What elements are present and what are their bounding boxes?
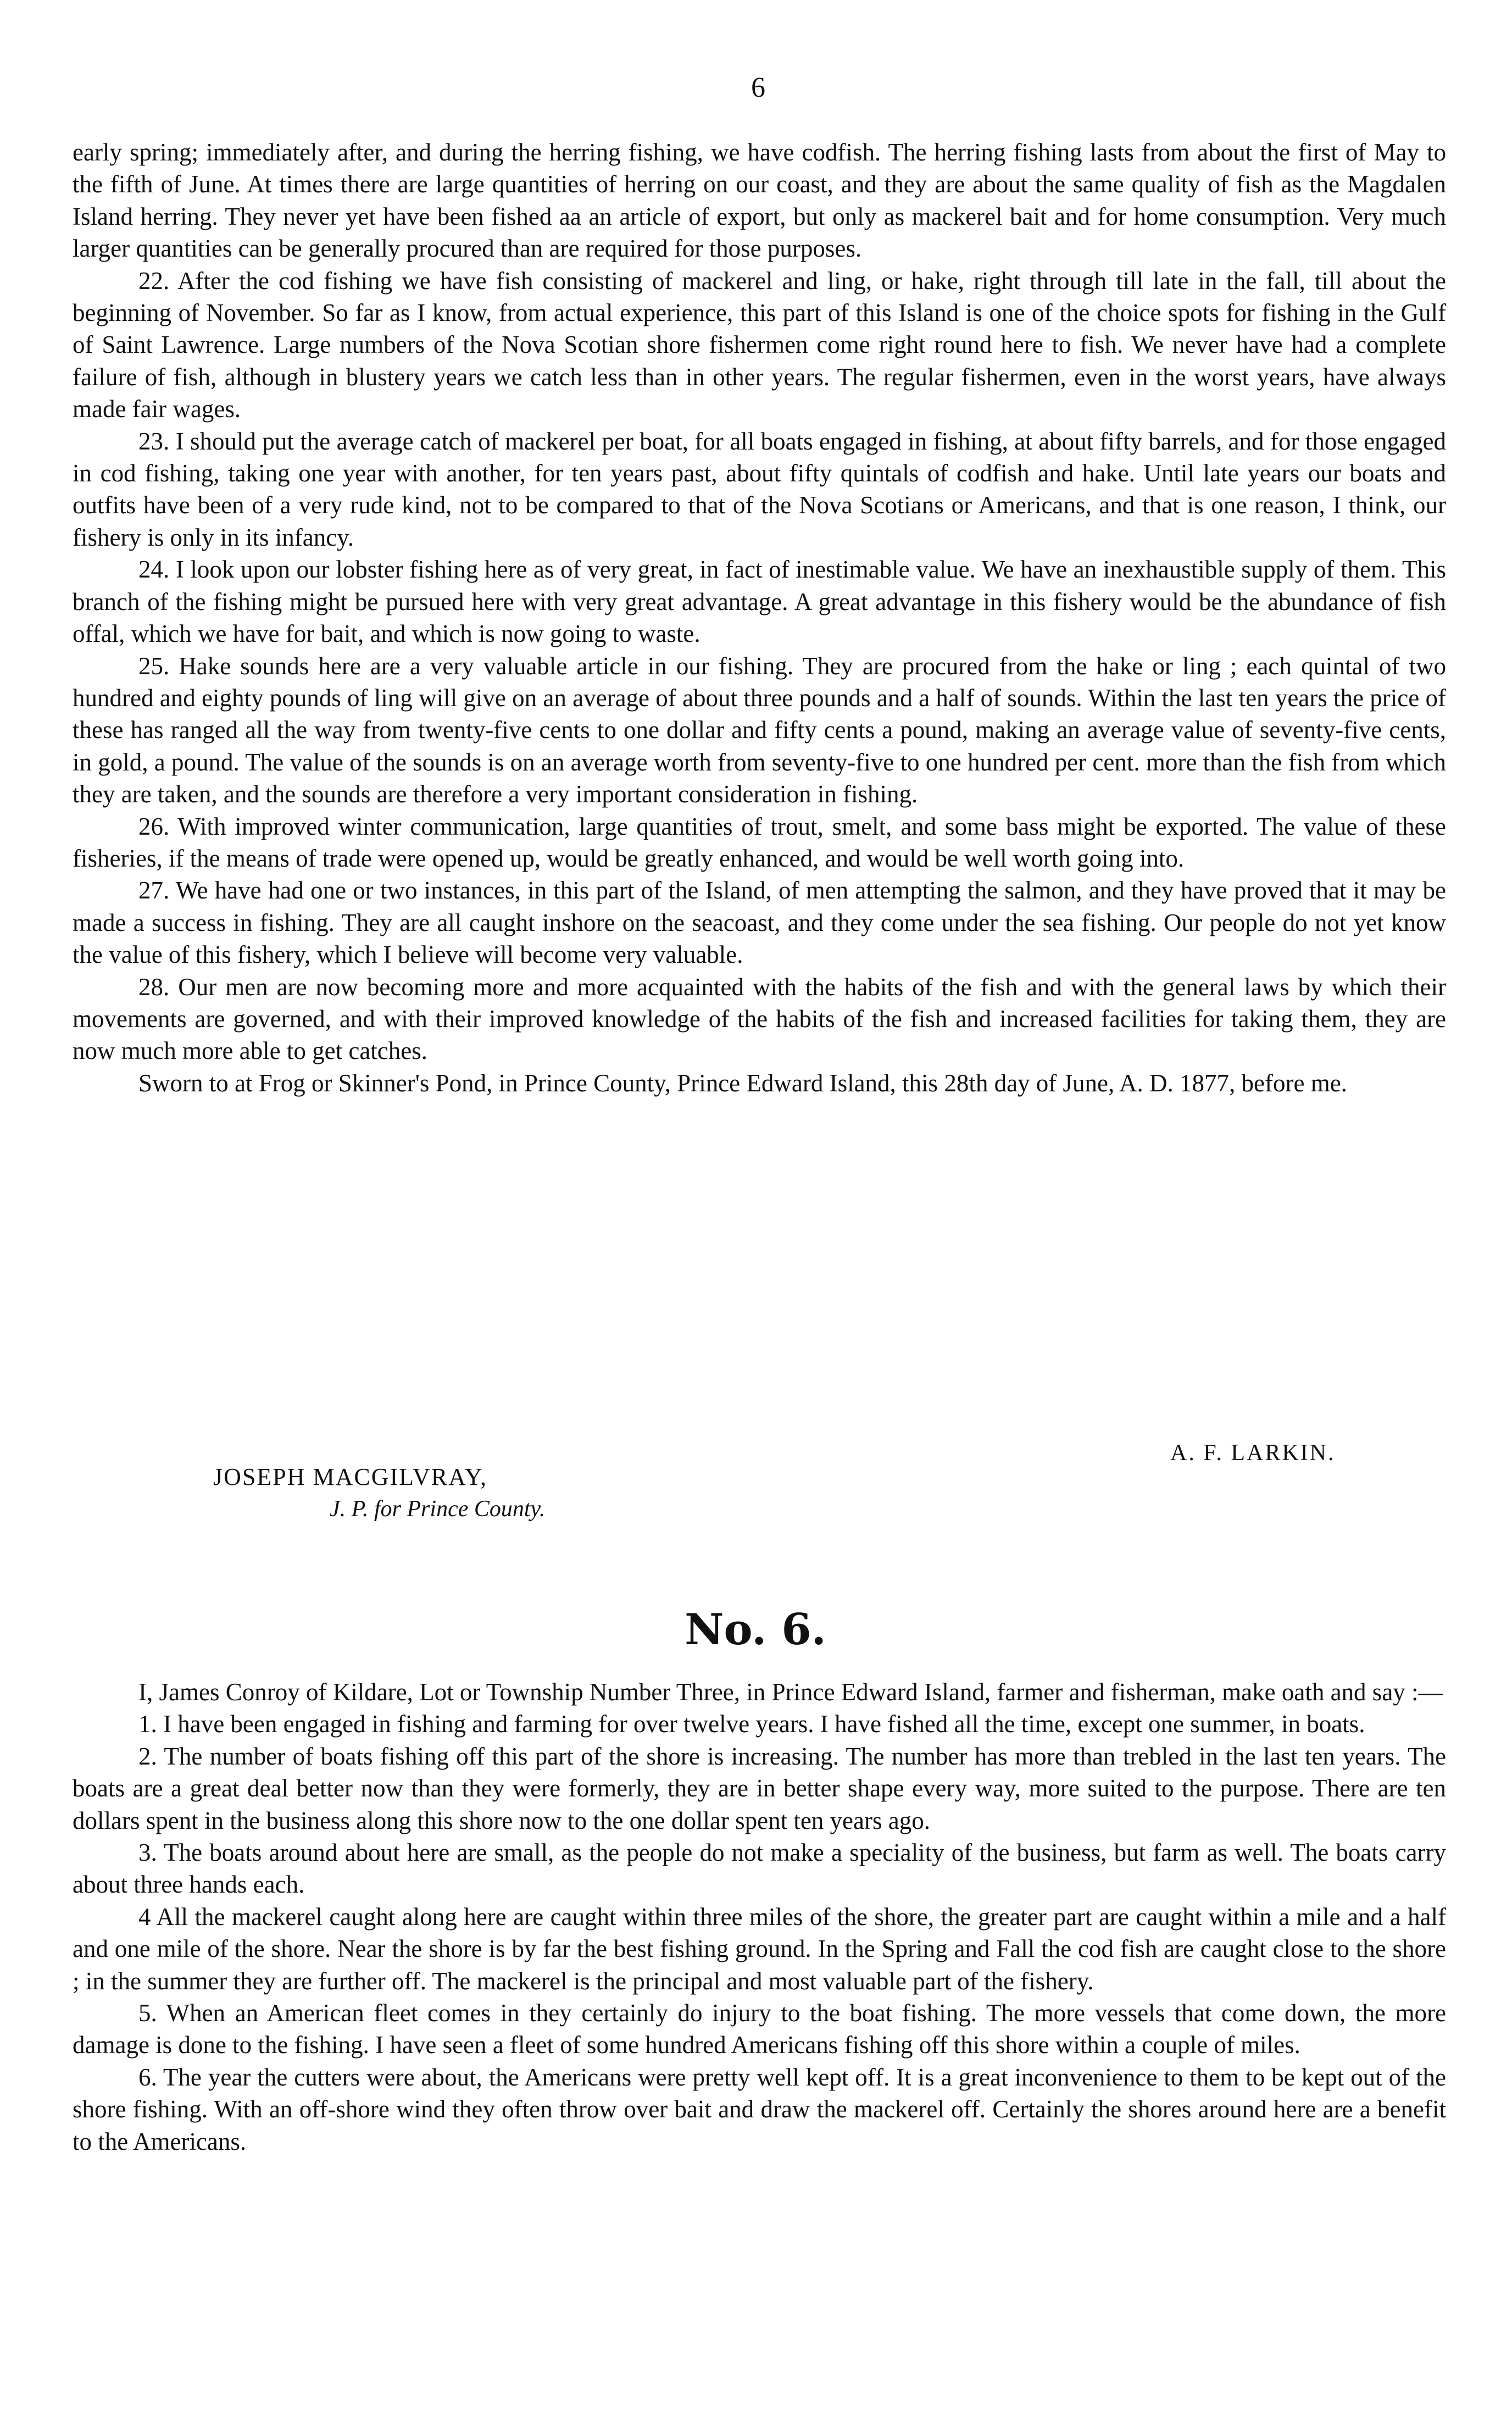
paragraph-24: 24. I look upon our lobster fishing here as of very great, in fact of inestimable value. We have an inexhaustible supply of them. This branch of the fishing might be pursued here with very great advantage. A great advantage in this fishery would be the abundance of fish offal, which we have for bait, and which is now going to waste. [73, 556, 1446, 648]
affidavit-5-body [73, 136, 1446, 1099]
paragraph-6: 6. The year the cutters were about, the Americans were pretty well kept off. It is a great inconvenience to them to be kept out of the shore fishing. With an off-shore wind they often throw over bait and draw the mackerel off. Certainly the shores around here are a benefit to the Americans. [73, 2063, 1446, 2155]
deponent-signature: A. F. LARKIN. [1170, 1440, 1336, 1466]
paragraph-23: 23. I should put the average catch of mackerel per boat, for all boats engaged in fishing, at about fifty barrels, and for those engaged in cod fishing, taking one year with another, for ten years past, about fifty quintals of codfish and hake. Until late years our boats and outfits have been of a very rude kind, not to be compared to that of the Nova Scotians or Americans, and that is one reason, I think, our fishery is only in its infancy. [73, 427, 1446, 551]
paragraph-25: 25. Hake sounds here are a very valuable article in our fishing. They are procured from the hake or ling ; each quintal of two hundred and eighty pounds of ling will give on an average of about three pounds and a half of sounds. Within the last ten years the price of these has ranged all the way from twenty-five cents to one dollar and fifty cents a pound, making an average value of seventy-five cents, in gold, a pound. The value of the sounds is on an average worth from seventy-five to one hundred per cent. more than the fish from which they are taken, and the sounds are therefore a very important consideration in fishing. [73, 652, 1446, 808]
sworn-statement: Sworn to at Frog or Skinner's Pond, in Prince County, Prince Edward Island, this 28th day of June, A. D. 1877, before me. [138, 1069, 1347, 1097]
paragraph-3: 3. The boats around about here are small, as the people do not make a speciality of the business, but farm as well. The boats carry about three hands each. [73, 1839, 1446, 1899]
section-heading: No. 6. [685, 1605, 826, 1655]
oath-intro: I, James Conroy of Kildare, Lot or Township Number Three, in Prince Edward Island, farmer and fisherman, make oath and say :— [138, 1678, 1443, 1706]
page-number: 6 [751, 72, 765, 103]
paragraph-22: 22. After the cod fishing we have fish consisting of mackerel and ling, or hake, right through till late in the fall, till about the beginning of November. So far as I know, from actual experience, this part of this Island is one of the choice spots for fishing in the Gulf of Saint Lawrence. Large numbers of the Nova Scotian shore fishermen come right round here to fish. We never have had a complete failure of fish, although in blustery years we catch less than in other years. The regular fishermen, even in the worst years, have always made fair wages. [73, 267, 1446, 423]
paragraph-2: 2. The number of boats fishing off this part of the shore is increasing. The number has more than trebled in the last ten years. The boats are a great deal better now than they were formerly, they are in better shape every way, more suited to the purpose. There are ten dollars spent in the business along this shore now to the one dollar spent ten years ago. [73, 1742, 1446, 1834]
affidavit-6-body [73, 1676, 1446, 2157]
justice-title: J. P. for Prince County. [330, 1496, 546, 1522]
paragraph-5: 5. When an American fleet comes in they certainly do injury to the boat fishing. The more vessels that come down, the more damage is done to the fishing. I have seen a fleet of some hundred Americans fishing off this shore within a couple of miles. [73, 1999, 1446, 2059]
paragraph-27: 27. We have had one or two instances, in this part of the Island, of men attempting the salmon, and they have proved that it may be made a success in fishing. They are all caught inshore on the seacoast, and they come under the sea fishing. Our people do not yet know the value of this fishery, which I believe will become very valuable. [73, 877, 1446, 969]
paragraph-4: 4 All the mackerel caught along here are caught within three miles of the shore, the greater part are caught within a mile and a half and one mile of the shore. Near the shore is by far the best fishing ground. In the Spring and Fall the cod fish are caught close to the shore ; in the summer they are further off. The mackerel is the principal and most valuable part of the fishery. [73, 1902, 1446, 1995]
paragraph-1: 1. I have been engaged in fishing and farming for over twelve years. I have fished all the time, except one summer, in boats. [138, 1710, 1365, 1738]
paragraph-26: 26. With improved winter communication, large quantities of trout, smelt, and some bass might be exported. The value of these fisheries, if the means of trade were opened up, would be greatly enhanced, and would be well worth going into. [73, 812, 1446, 872]
paragraph-28: 28. Our men are now becoming more and more acquainted with the habits of the fish and with the general laws by which their movements are governed, and with their improved knowledge of the habits of the fish and increased facilities for taking them, they are now much more able to get catches. [73, 973, 1446, 1065]
paragraph-continuation: early spring; immediately after, and during the herring fishing, we have codfish. The herring fishing lasts from about the first of May to the fifth of June. At times there are large quantities of herring on our coast, and they are about the same quality of fish as the Magdalen Island herring. They never yet have been fished aa an article of export, but only as mackerel bait and for home consumption. Very much larger quantities can be generally procured than are required for those purposes. [73, 138, 1446, 263]
justice-name: JOSEPH MACGILVRAY, [213, 1463, 487, 1490]
